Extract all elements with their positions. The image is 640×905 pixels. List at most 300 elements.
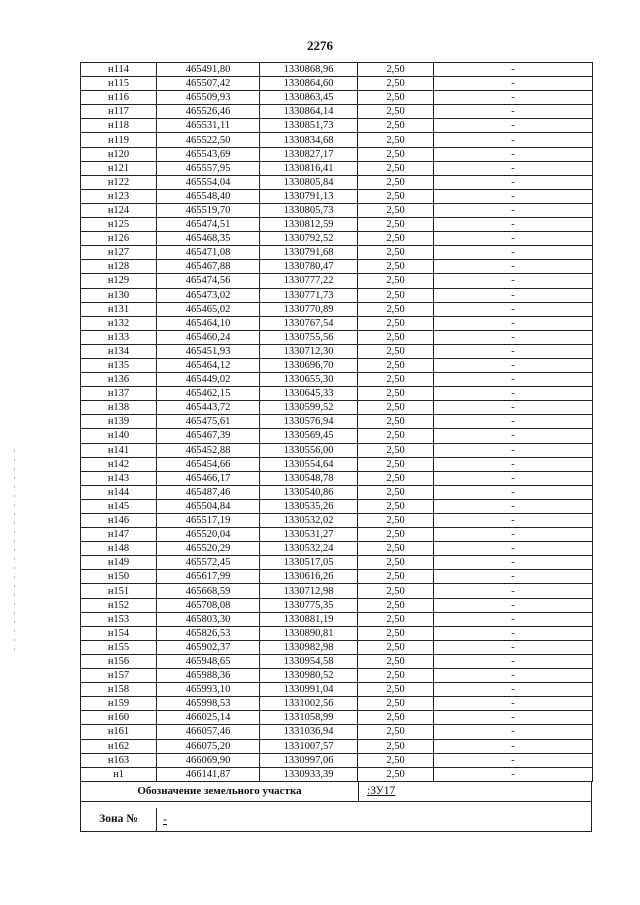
table-row — [81, 147, 593, 161]
accuracy-cell: 2,50 — [358, 711, 434, 725]
accuracy-cell: 2,50 — [358, 697, 434, 711]
accuracy-cell: 2,50 — [358, 457, 434, 471]
table-row — [81, 767, 593, 781]
note-cell: - — [434, 542, 593, 556]
point-name-cell: н147 — [81, 528, 157, 542]
x-coordinate-cell: 465467,88 — [157, 260, 260, 274]
accuracy-cell: 2,50 — [358, 77, 434, 91]
y-coordinate-cell: 1330775,35 — [260, 598, 358, 612]
table-row — [81, 514, 593, 528]
note-cell: - — [434, 302, 593, 316]
note-cell: - — [434, 514, 593, 528]
x-coordinate-cell: 465948,65 — [157, 654, 260, 668]
table-row — [81, 640, 593, 654]
point-name-cell: н151 — [81, 584, 157, 598]
y-coordinate-cell: 1330890,81 — [260, 626, 358, 640]
table-row — [81, 175, 593, 189]
accuracy-cell: 2,50 — [358, 147, 434, 161]
note-cell: - — [434, 471, 593, 485]
zone-label: Зона № — [81, 808, 157, 831]
table-row — [81, 697, 593, 711]
table-row — [81, 683, 593, 697]
accuracy-cell: 2,50 — [358, 683, 434, 697]
x-coordinate-cell: 465443,72 — [157, 401, 260, 415]
accuracy-cell: 2,50 — [358, 669, 434, 683]
table-row — [81, 485, 593, 499]
note-cell: - — [434, 246, 593, 260]
note-cell: - — [434, 598, 593, 612]
table-row — [81, 457, 593, 471]
plot-designation-label: Обозначение земельного участка — [81, 782, 359, 801]
note-cell: - — [434, 63, 593, 77]
x-coordinate-cell: 465708,08 — [157, 598, 260, 612]
y-coordinate-cell: 1330982,98 — [260, 640, 358, 654]
table-row — [81, 203, 593, 217]
point-name-cell: н114 — [81, 63, 157, 77]
accuracy-cell: 2,50 — [358, 499, 434, 513]
zone-value: - — [163, 811, 167, 826]
x-coordinate-cell: 465451,93 — [157, 344, 260, 358]
note-cell: - — [434, 584, 593, 598]
table-row — [81, 133, 593, 147]
zone-row — [80, 808, 592, 832]
y-coordinate-cell: 1330777,22 — [260, 274, 358, 288]
y-coordinate-cell: 1330816,41 — [260, 161, 358, 175]
table-row — [81, 471, 593, 485]
x-coordinate-cell: 465491,80 — [157, 63, 260, 77]
x-coordinate-cell: 465902,37 — [157, 640, 260, 654]
table-row — [81, 246, 593, 260]
accuracy-cell: 2,50 — [358, 598, 434, 612]
table-row — [81, 274, 593, 288]
table-row — [81, 556, 593, 570]
table-row — [81, 570, 593, 584]
x-coordinate-cell: 465454,66 — [157, 457, 260, 471]
accuracy-cell: 2,50 — [358, 133, 434, 147]
y-coordinate-cell: 1330767,54 — [260, 316, 358, 330]
x-coordinate-cell: 465504,84 — [157, 499, 260, 513]
y-coordinate-cell: 1330780,47 — [260, 260, 358, 274]
y-coordinate-cell: 1330933,39 — [260, 767, 358, 781]
point-name-cell: н128 — [81, 260, 157, 274]
note-cell: - — [434, 161, 593, 175]
y-coordinate-cell: 1330812,59 — [260, 218, 358, 232]
point-name-cell: н137 — [81, 387, 157, 401]
accuracy-cell: 2,50 — [358, 232, 434, 246]
note-cell: - — [434, 344, 593, 358]
point-name-cell: н156 — [81, 654, 157, 668]
x-coordinate-cell: 465467,39 — [157, 429, 260, 443]
x-coordinate-cell: 465460,24 — [157, 330, 260, 344]
note-cell: - — [434, 499, 593, 513]
x-coordinate-cell: 465520,04 — [157, 528, 260, 542]
point-name-cell: н144 — [81, 485, 157, 499]
point-name-cell: н158 — [81, 683, 157, 697]
x-coordinate-cell: 465520,29 — [157, 542, 260, 556]
point-name-cell: н143 — [81, 471, 157, 485]
table-row — [81, 330, 593, 344]
x-coordinate-cell: 465572,45 — [157, 556, 260, 570]
table-row — [81, 654, 593, 668]
plot-designation-value: :ЗУ17 — [367, 784, 396, 797]
table-row — [81, 626, 593, 640]
y-coordinate-cell: 1330791,68 — [260, 246, 358, 260]
y-coordinate-cell: 1330827,17 — [260, 147, 358, 161]
y-coordinate-cell: 1330655,30 — [260, 373, 358, 387]
x-coordinate-cell: 465668,59 — [157, 584, 260, 598]
accuracy-cell: 2,50 — [358, 189, 434, 203]
note-cell: - — [434, 415, 593, 429]
point-name-cell: н140 — [81, 429, 157, 443]
note-cell: - — [434, 387, 593, 401]
accuracy-cell: 2,50 — [358, 528, 434, 542]
note-cell: - — [434, 654, 593, 668]
coordinates-sheet — [80, 62, 592, 832]
note-cell: - — [434, 485, 593, 499]
table-row — [81, 387, 593, 401]
y-coordinate-cell: 1330864,60 — [260, 77, 358, 91]
x-coordinate-cell: 465557,95 — [157, 161, 260, 175]
table-row — [81, 598, 593, 612]
note-cell: - — [434, 232, 593, 246]
x-coordinate-cell: 465474,51 — [157, 218, 260, 232]
accuracy-cell: 2,50 — [358, 542, 434, 556]
x-coordinate-cell: 465464,12 — [157, 358, 260, 372]
table-row — [81, 499, 593, 513]
point-name-cell: н160 — [81, 711, 157, 725]
note-cell: - — [434, 739, 593, 753]
x-coordinate-cell: 465543,69 — [157, 147, 260, 161]
note-cell: - — [434, 443, 593, 457]
accuracy-cell: 2,50 — [358, 203, 434, 217]
coordinates-table — [80, 62, 593, 782]
plot-designation-row — [80, 782, 592, 802]
point-name-cell: н126 — [81, 232, 157, 246]
y-coordinate-cell: 1331002,56 — [260, 697, 358, 711]
y-coordinate-cell: 1330805,84 — [260, 175, 358, 189]
point-name-cell: н133 — [81, 330, 157, 344]
point-name-cell: н130 — [81, 288, 157, 302]
table-row — [81, 443, 593, 457]
table-row — [81, 218, 593, 232]
x-coordinate-cell: 465548,40 — [157, 189, 260, 203]
note-cell: - — [434, 105, 593, 119]
table-row — [81, 232, 593, 246]
y-coordinate-cell: 1330599,52 — [260, 401, 358, 415]
table-row — [81, 260, 593, 274]
y-coordinate-cell: 1330770,89 — [260, 302, 358, 316]
accuracy-cell: 2,50 — [358, 640, 434, 654]
point-name-cell: н145 — [81, 499, 157, 513]
table-row — [81, 725, 593, 739]
x-coordinate-cell: 465464,10 — [157, 316, 260, 330]
accuracy-cell: 2,50 — [358, 654, 434, 668]
accuracy-cell: 2,50 — [358, 556, 434, 570]
coordinates-table-body — [81, 63, 593, 782]
y-coordinate-cell: 1330792,52 — [260, 232, 358, 246]
accuracy-cell: 2,50 — [358, 471, 434, 485]
point-name-cell: н135 — [81, 358, 157, 372]
point-name-cell: н119 — [81, 133, 157, 147]
note-cell: - — [434, 640, 593, 654]
x-coordinate-cell: 465466,17 — [157, 471, 260, 485]
x-coordinate-cell: 466025,14 — [157, 711, 260, 725]
accuracy-cell: 2,50 — [358, 626, 434, 640]
x-coordinate-cell: 465531,11 — [157, 119, 260, 133]
table-row — [81, 161, 593, 175]
y-coordinate-cell: 1330791,13 — [260, 189, 358, 203]
accuracy-cell: 2,50 — [358, 119, 434, 133]
point-name-cell: н131 — [81, 302, 157, 316]
y-coordinate-cell: 1330554,64 — [260, 457, 358, 471]
x-coordinate-cell: 465474,56 — [157, 274, 260, 288]
point-name-cell: н150 — [81, 570, 157, 584]
accuracy-cell: 2,50 — [358, 739, 434, 753]
x-coordinate-cell: 465554,04 — [157, 175, 260, 189]
point-name-cell: н117 — [81, 105, 157, 119]
x-coordinate-cell: 465475,61 — [157, 415, 260, 429]
table-row — [81, 415, 593, 429]
y-coordinate-cell: 1330868,96 — [260, 63, 358, 77]
note-cell: - — [434, 274, 593, 288]
x-coordinate-cell: 465519,70 — [157, 203, 260, 217]
x-coordinate-cell: 465988,36 — [157, 669, 260, 683]
x-coordinate-cell: 465993,10 — [157, 683, 260, 697]
accuracy-cell: 2,50 — [358, 288, 434, 302]
point-name-cell: н153 — [81, 612, 157, 626]
note-cell: - — [434, 316, 593, 330]
table-row — [81, 669, 593, 683]
y-coordinate-cell: 1330805,73 — [260, 203, 358, 217]
accuracy-cell: 2,50 — [358, 753, 434, 767]
x-coordinate-cell: 465803,30 — [157, 612, 260, 626]
y-coordinate-cell: 1330576,94 — [260, 415, 358, 429]
note-cell: - — [434, 147, 593, 161]
point-name-cell: н134 — [81, 344, 157, 358]
table-row — [81, 288, 593, 302]
accuracy-cell: 2,50 — [358, 570, 434, 584]
note-cell: - — [434, 669, 593, 683]
point-name-cell: н127 — [81, 246, 157, 260]
y-coordinate-cell: 1330712,98 — [260, 584, 358, 598]
y-coordinate-cell: 1330548,78 — [260, 471, 358, 485]
table-row — [81, 105, 593, 119]
point-name-cell: н116 — [81, 91, 157, 105]
note-cell: - — [434, 203, 593, 217]
x-coordinate-cell: 465507,42 — [157, 77, 260, 91]
accuracy-cell: 2,50 — [358, 91, 434, 105]
y-coordinate-cell: 1330864,14 — [260, 105, 358, 119]
note-cell: - — [434, 626, 593, 640]
x-coordinate-cell: 465449,02 — [157, 373, 260, 387]
x-coordinate-cell: 465465,02 — [157, 302, 260, 316]
point-name-cell: н155 — [81, 640, 157, 654]
accuracy-cell: 2,50 — [358, 373, 434, 387]
note-cell: - — [434, 401, 593, 415]
table-row — [81, 401, 593, 415]
x-coordinate-cell: 465473,02 — [157, 288, 260, 302]
accuracy-cell: 2,50 — [358, 514, 434, 528]
accuracy-cell: 2,50 — [358, 161, 434, 175]
y-coordinate-cell: 1330755,56 — [260, 330, 358, 344]
y-coordinate-cell: 1330569,45 — [260, 429, 358, 443]
x-coordinate-cell: 466057,46 — [157, 725, 260, 739]
x-coordinate-cell: 465468,35 — [157, 232, 260, 246]
note-cell: - — [434, 753, 593, 767]
note-cell: - — [434, 711, 593, 725]
table-row — [81, 358, 593, 372]
accuracy-cell: 2,50 — [358, 175, 434, 189]
y-coordinate-cell: 1330532,02 — [260, 514, 358, 528]
point-name-cell: н159 — [81, 697, 157, 711]
y-coordinate-cell: 1330556,00 — [260, 443, 358, 457]
accuracy-cell: 2,50 — [358, 330, 434, 344]
y-coordinate-cell: 1330771,73 — [260, 288, 358, 302]
accuracy-cell: 2,50 — [358, 485, 434, 499]
point-name-cell: н141 — [81, 443, 157, 457]
note-cell: - — [434, 288, 593, 302]
point-name-cell: н142 — [81, 457, 157, 471]
accuracy-cell: 2,50 — [358, 612, 434, 626]
point-name-cell: н136 — [81, 373, 157, 387]
y-coordinate-cell: 1330863,45 — [260, 91, 358, 105]
point-name-cell: н163 — [81, 753, 157, 767]
note-cell: - — [434, 556, 593, 570]
x-coordinate-cell: 466069,90 — [157, 753, 260, 767]
y-coordinate-cell: 1330532,24 — [260, 542, 358, 556]
y-coordinate-cell: 1330980,52 — [260, 669, 358, 683]
y-coordinate-cell: 1330535,26 — [260, 499, 358, 513]
note-cell: - — [434, 189, 593, 203]
x-coordinate-cell: 465526,46 — [157, 105, 260, 119]
note-cell: - — [434, 697, 593, 711]
note-cell: - — [434, 330, 593, 344]
y-coordinate-cell: 1330540,86 — [260, 485, 358, 499]
y-coordinate-cell: 1330517,05 — [260, 556, 358, 570]
accuracy-cell: 2,50 — [358, 415, 434, 429]
point-name-cell: н1 — [81, 767, 157, 781]
x-coordinate-cell: 466141,87 — [157, 767, 260, 781]
point-name-cell: н139 — [81, 415, 157, 429]
point-name-cell: н125 — [81, 218, 157, 232]
table-row — [81, 344, 593, 358]
accuracy-cell: 2,50 — [358, 767, 434, 781]
note-cell: - — [434, 358, 593, 372]
table-row — [81, 316, 593, 330]
accuracy-cell: 2,50 — [358, 316, 434, 330]
accuracy-cell: 2,50 — [358, 429, 434, 443]
y-coordinate-cell: 1330616,26 — [260, 570, 358, 584]
point-name-cell: н152 — [81, 598, 157, 612]
point-name-cell: н146 — [81, 514, 157, 528]
note-cell: - — [434, 119, 593, 133]
x-coordinate-cell: 465522,50 — [157, 133, 260, 147]
note-cell: - — [434, 683, 593, 697]
note-cell: - — [434, 133, 593, 147]
note-cell: - — [434, 91, 593, 105]
accuracy-cell: 2,50 — [358, 344, 434, 358]
accuracy-cell: 2,50 — [358, 401, 434, 415]
y-coordinate-cell: 1330997,06 — [260, 753, 358, 767]
y-coordinate-cell: 1330851,73 — [260, 119, 358, 133]
note-cell: - — [434, 373, 593, 387]
y-coordinate-cell: 1330531,27 — [260, 528, 358, 542]
accuracy-cell: 2,50 — [358, 725, 434, 739]
point-name-cell: н122 — [81, 175, 157, 189]
table-row — [81, 584, 593, 598]
x-coordinate-cell: 465462,15 — [157, 387, 260, 401]
y-coordinate-cell: 1330954,58 — [260, 654, 358, 668]
table-row — [81, 528, 593, 542]
point-name-cell: н132 — [81, 316, 157, 330]
point-name-cell: н120 — [81, 147, 157, 161]
scan-artifact — [14, 450, 15, 650]
note-cell: - — [434, 260, 593, 274]
table-row — [81, 302, 593, 316]
x-coordinate-cell: 465826,53 — [157, 626, 260, 640]
x-coordinate-cell: 465998,53 — [157, 697, 260, 711]
table-row — [81, 753, 593, 767]
note-cell: - — [434, 528, 593, 542]
accuracy-cell: 2,50 — [358, 302, 434, 316]
note-cell: - — [434, 612, 593, 626]
note-cell: - — [434, 218, 593, 232]
accuracy-cell: 2,50 — [358, 63, 434, 77]
point-name-cell: н118 — [81, 119, 157, 133]
note-cell: - — [434, 570, 593, 584]
table-row — [81, 91, 593, 105]
y-coordinate-cell: 1330834,68 — [260, 133, 358, 147]
x-coordinate-cell: 465471,08 — [157, 246, 260, 260]
y-coordinate-cell: 1331036,94 — [260, 725, 358, 739]
point-name-cell: н123 — [81, 189, 157, 203]
x-coordinate-cell: 465617,99 — [157, 570, 260, 584]
accuracy-cell: 2,50 — [358, 584, 434, 598]
note-cell: - — [434, 429, 593, 443]
point-name-cell: н162 — [81, 739, 157, 753]
table-row — [81, 612, 593, 626]
accuracy-cell: 2,50 — [358, 246, 434, 260]
page-number: 2276 — [307, 38, 333, 53]
accuracy-cell: 2,50 — [358, 260, 434, 274]
accuracy-cell: 2,50 — [358, 274, 434, 288]
y-coordinate-cell: 1330712,30 — [260, 344, 358, 358]
x-coordinate-cell: 465517,19 — [157, 514, 260, 528]
table-row — [81, 739, 593, 753]
y-coordinate-cell: 1330645,33 — [260, 387, 358, 401]
point-name-cell: н148 — [81, 542, 157, 556]
y-coordinate-cell: 1330696,70 — [260, 358, 358, 372]
accuracy-cell: 2,50 — [358, 443, 434, 457]
table-row — [81, 77, 593, 91]
point-name-cell: н124 — [81, 203, 157, 217]
table-row — [81, 119, 593, 133]
point-name-cell: н154 — [81, 626, 157, 640]
note-cell: - — [434, 725, 593, 739]
table-row — [81, 373, 593, 387]
y-coordinate-cell: 1330881,19 — [260, 612, 358, 626]
table-row — [81, 542, 593, 556]
point-name-cell: н149 — [81, 556, 157, 570]
note-cell: - — [434, 457, 593, 471]
y-coordinate-cell: 1331058,99 — [260, 711, 358, 725]
x-coordinate-cell: 465452,88 — [157, 443, 260, 457]
accuracy-cell: 2,50 — [358, 387, 434, 401]
table-row — [81, 63, 593, 77]
note-cell: - — [434, 175, 593, 189]
point-name-cell: н115 — [81, 77, 157, 91]
point-name-cell: н138 — [81, 401, 157, 415]
